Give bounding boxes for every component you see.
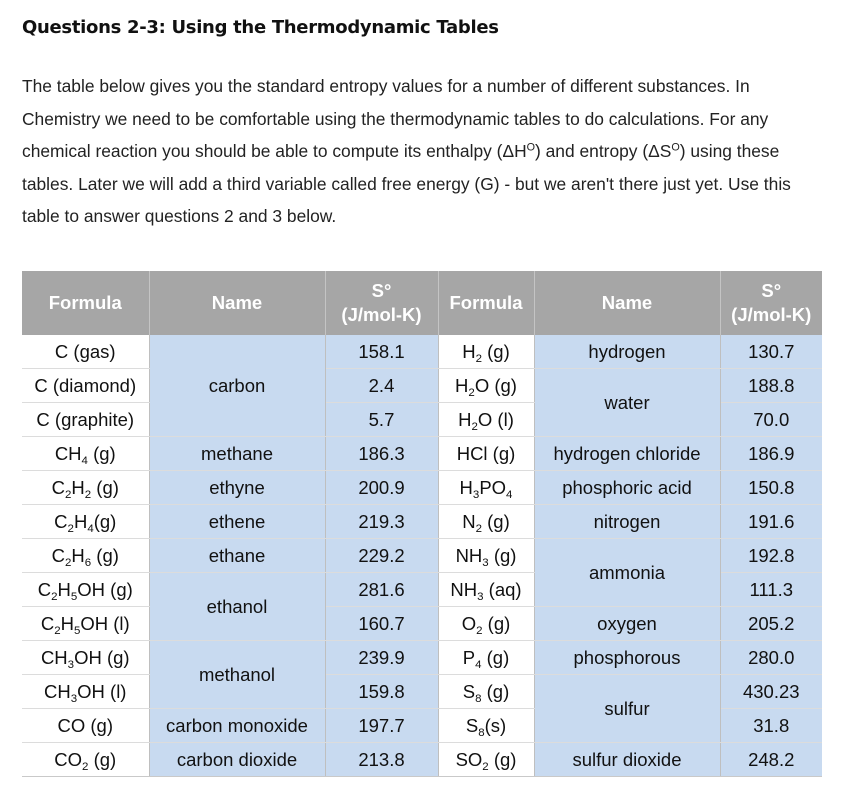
formula-subscript: 2 [54, 624, 61, 637]
name-cell: phosphorous [534, 641, 720, 675]
entropy-cell: 2.4 [325, 369, 438, 403]
entropy-cell: 31.8 [720, 709, 822, 743]
formula-text: H [71, 476, 85, 498]
formula-text: (g) [488, 748, 517, 770]
formula-cell [438, 539, 534, 573]
formula-text: CH [40, 646, 68, 668]
formula-text: C [51, 544, 65, 566]
formula-text: H [60, 612, 74, 634]
formula-subscript: 2 [475, 352, 482, 365]
formula-text: C (diamond) [34, 374, 137, 396]
formula-text: C [37, 578, 52, 600]
paragraph-line [22, 135, 822, 168]
formula-cell [438, 573, 534, 607]
intro-paragraph [22, 70, 822, 233]
formula-cell [438, 709, 534, 743]
formula-subscript: 3 [482, 556, 489, 569]
name-cell: sulfur [534, 675, 720, 743]
formula-text: OH (g) [77, 578, 133, 600]
formula-cell [438, 607, 534, 641]
formula-text: H [71, 544, 85, 566]
formula-cell [438, 471, 534, 505]
table-row [22, 369, 822, 403]
formula-subscript: 2 [64, 488, 72, 501]
formula-subscript: 8 [478, 726, 485, 739]
paragraph-text: ) using these [679, 141, 780, 161]
formula-subscript: 2 [84, 488, 92, 501]
formula-cell [438, 505, 534, 539]
entropy-cell: 5.7 [325, 403, 438, 437]
formula-text: C [40, 612, 55, 634]
formula-text: SO [455, 748, 483, 770]
paragraph-line: table to answer questions 2 and 3 below. [22, 206, 337, 226]
entropy-cell: 200.9 [325, 471, 438, 505]
entropy-symbol: S° [761, 280, 782, 301]
header-formula: Formula [22, 271, 149, 335]
entropy-cell: 205.2 [720, 607, 822, 641]
formula-text: (s) [484, 714, 507, 736]
entropy-symbol: S° [371, 280, 392, 301]
formula-cell [22, 607, 149, 641]
entropy-table [22, 271, 822, 777]
paragraph-line: tables. Later we will add a third variable called free energy (G) - but we aren't there just yet. Use this [22, 173, 791, 194]
entropy-cell: 280.0 [720, 641, 822, 675]
formula-cell [438, 369, 534, 403]
entropy-cell: 219.3 [325, 505, 438, 539]
formula-text: P [462, 646, 476, 668]
paragraph-text: chemical reaction you should be able to compute its enthalpy (ΔH [22, 141, 527, 161]
table-row [22, 505, 822, 539]
header-name: Name [149, 271, 325, 335]
formula-cell [22, 437, 149, 471]
entropy-cell: 111.3 [720, 573, 822, 607]
formula-subscript: 2 [482, 760, 489, 773]
table-row [22, 437, 822, 471]
formula-text: CO [54, 748, 83, 770]
entropy-cell: 281.6 [325, 573, 438, 607]
formula-cell [22, 369, 149, 403]
formula-text: (g) [482, 510, 510, 532]
formula-text: CH [44, 680, 71, 702]
formula-text: (g) [87, 442, 116, 464]
entropy-cell: 158.1 [325, 335, 438, 369]
formula-text: NH [450, 578, 478, 600]
name-cell: ammonia [534, 539, 720, 607]
formula-cell [22, 471, 149, 505]
formula-text: C (gas) [54, 340, 116, 362]
formula-subscript: 3 [472, 488, 480, 501]
formula-text: CH [54, 442, 82, 464]
formula-text: OH (l) [80, 612, 130, 634]
formula-cell [22, 335, 149, 369]
formula-text: (g) [91, 544, 119, 566]
paragraph-line: The table below gives you the standard entropy values for a number of different substances. In [22, 76, 750, 96]
entropy-cell: 159.8 [325, 675, 438, 709]
name-cell: water [534, 369, 720, 437]
formula-text: OH (l) [77, 680, 127, 702]
formula-subscript: 2 [82, 760, 89, 773]
formula-subscript: 2 [51, 590, 58, 603]
superscript: O [526, 141, 536, 154]
entropy-cell: 186.9 [720, 437, 822, 471]
name-cell: ethane [149, 539, 325, 573]
name-cell: carbon [149, 335, 325, 437]
table-row [22, 471, 822, 505]
formula-subscript: 5 [70, 590, 78, 603]
formula-text: CO (g) [57, 714, 113, 736]
header-formula: Formula [438, 271, 534, 335]
formula-cell [22, 539, 149, 573]
table-row [22, 607, 822, 641]
formula-cell [438, 641, 534, 675]
formula-text: H [459, 476, 473, 498]
formula-text: C [54, 510, 68, 532]
formula-text: S [462, 680, 476, 702]
formula-text: H [73, 510, 88, 532]
formula-text: (g) [481, 646, 510, 668]
entropy-cell: 229.2 [325, 539, 438, 573]
formula-text: H [458, 408, 472, 430]
paragraph-line: Chemistry we need to be comfortable using the thermodynamic tables to do calculations. For any [22, 108, 769, 129]
table-header-row [22, 271, 822, 335]
name-cell: nitrogen [534, 505, 720, 539]
name-cell: ethene [149, 505, 325, 539]
formula-subscript: 4 [87, 522, 94, 535]
table-row [22, 539, 822, 573]
formula-subscript: 5 [73, 624, 81, 637]
name-cell: carbon monoxide [149, 709, 325, 743]
formula-cell [22, 675, 149, 709]
formula-subscript: 3 [67, 658, 75, 671]
entropy-cell: 150.8 [720, 471, 822, 505]
name-cell: sulfur dioxide [534, 743, 720, 777]
entropy-cell: 430.23 [720, 675, 822, 709]
formula-subscript: 2 [64, 556, 72, 569]
entropy-cell: 213.8 [325, 743, 438, 777]
formula-cell [22, 505, 149, 539]
name-cell: carbon dioxide [149, 743, 325, 777]
formula-subscript: 2 [468, 386, 475, 399]
name-cell: ethyne [149, 471, 325, 505]
formula-text: OH (g) [74, 646, 130, 668]
formula-cell [22, 573, 149, 607]
formula-cell [438, 335, 534, 369]
formula-cell [438, 403, 534, 437]
entropy-cell: 239.9 [325, 641, 438, 675]
name-cell: hydrogen chloride [534, 437, 720, 471]
formula-subscript: 2 [67, 522, 74, 535]
formula-text: O (g) [474, 374, 517, 396]
formula-subscript: 6 [84, 556, 92, 569]
name-cell: hydrogen [534, 335, 720, 369]
formula-cell [438, 675, 534, 709]
formula-text: O [461, 612, 477, 634]
formula-cell [22, 743, 149, 777]
formula-text: S [465, 714, 479, 736]
formula-subscript: 8 [475, 692, 482, 705]
entropy-cell: 248.2 [720, 743, 822, 777]
formula-text: H [57, 578, 71, 600]
formula-text: N [462, 510, 476, 532]
entropy-unit: (J/mol-K) [341, 304, 422, 325]
paragraph-text: ) and entropy (ΔS [535, 141, 672, 161]
table-row [22, 641, 822, 675]
formula-subscript: 4 [475, 658, 482, 671]
formula-text: NH [455, 544, 483, 566]
formula-subscript: 4 [506, 488, 513, 501]
entropy-cell: 160.7 [325, 607, 438, 641]
formula-text: H [455, 374, 469, 396]
formula-cell [438, 743, 534, 777]
entropy-unit: (J/mol-K) [731, 304, 812, 325]
formula-text: (g) [481, 680, 510, 702]
formula-subscript: 2 [475, 522, 482, 535]
header-entropy [720, 271, 822, 335]
entropy-cell: 191.6 [720, 505, 822, 539]
entropy-cell: 130.7 [720, 335, 822, 369]
formula-cell [22, 709, 149, 743]
entropy-cell: 192.8 [720, 539, 822, 573]
formula-subscript: 3 [477, 590, 484, 603]
name-cell: methane [149, 437, 325, 471]
entropy-cell: 70.0 [720, 403, 822, 437]
formula-text: O (l) [477, 408, 514, 430]
table-row [22, 675, 822, 709]
formula-text: (g) [482, 340, 510, 362]
entropy-cell: 197.7 [325, 709, 438, 743]
formula-cell [22, 403, 149, 437]
entropy-cell: 188.8 [720, 369, 822, 403]
section-heading: Questions 2-3: Using the Thermodynamic Tables [22, 17, 499, 38]
entropy-cell: 186.3 [325, 437, 438, 471]
formula-text: (g) [91, 476, 119, 498]
superscript: O [671, 141, 680, 154]
formula-text: (aq) [483, 578, 522, 600]
formula-text: (g) [93, 510, 117, 532]
formula-text: C [51, 476, 65, 498]
table-row [22, 335, 822, 369]
formula-text: HCl (g) [456, 442, 516, 464]
formula-text: PO [479, 476, 507, 498]
formula-cell [22, 641, 149, 675]
header-entropy [325, 271, 438, 335]
formula-subscript: 4 [81, 454, 88, 467]
name-cell: ethanol [149, 573, 325, 641]
formula-subscript: 2 [471, 420, 478, 433]
name-cell: oxygen [534, 607, 720, 641]
header-name: Name [534, 271, 720, 335]
formula-text: (g) [482, 612, 511, 634]
formula-subscript: 3 [70, 692, 78, 705]
formula-text: (g) [488, 544, 517, 566]
name-cell: phosphoric acid [534, 471, 720, 505]
formula-text: (g) [88, 748, 117, 770]
formula-subscript: 2 [476, 624, 483, 637]
formula-text: H [462, 340, 476, 362]
formula-text: C (graphite) [36, 408, 135, 430]
name-cell: methanol [149, 641, 325, 709]
table-row [22, 743, 822, 777]
formula-cell [438, 437, 534, 471]
